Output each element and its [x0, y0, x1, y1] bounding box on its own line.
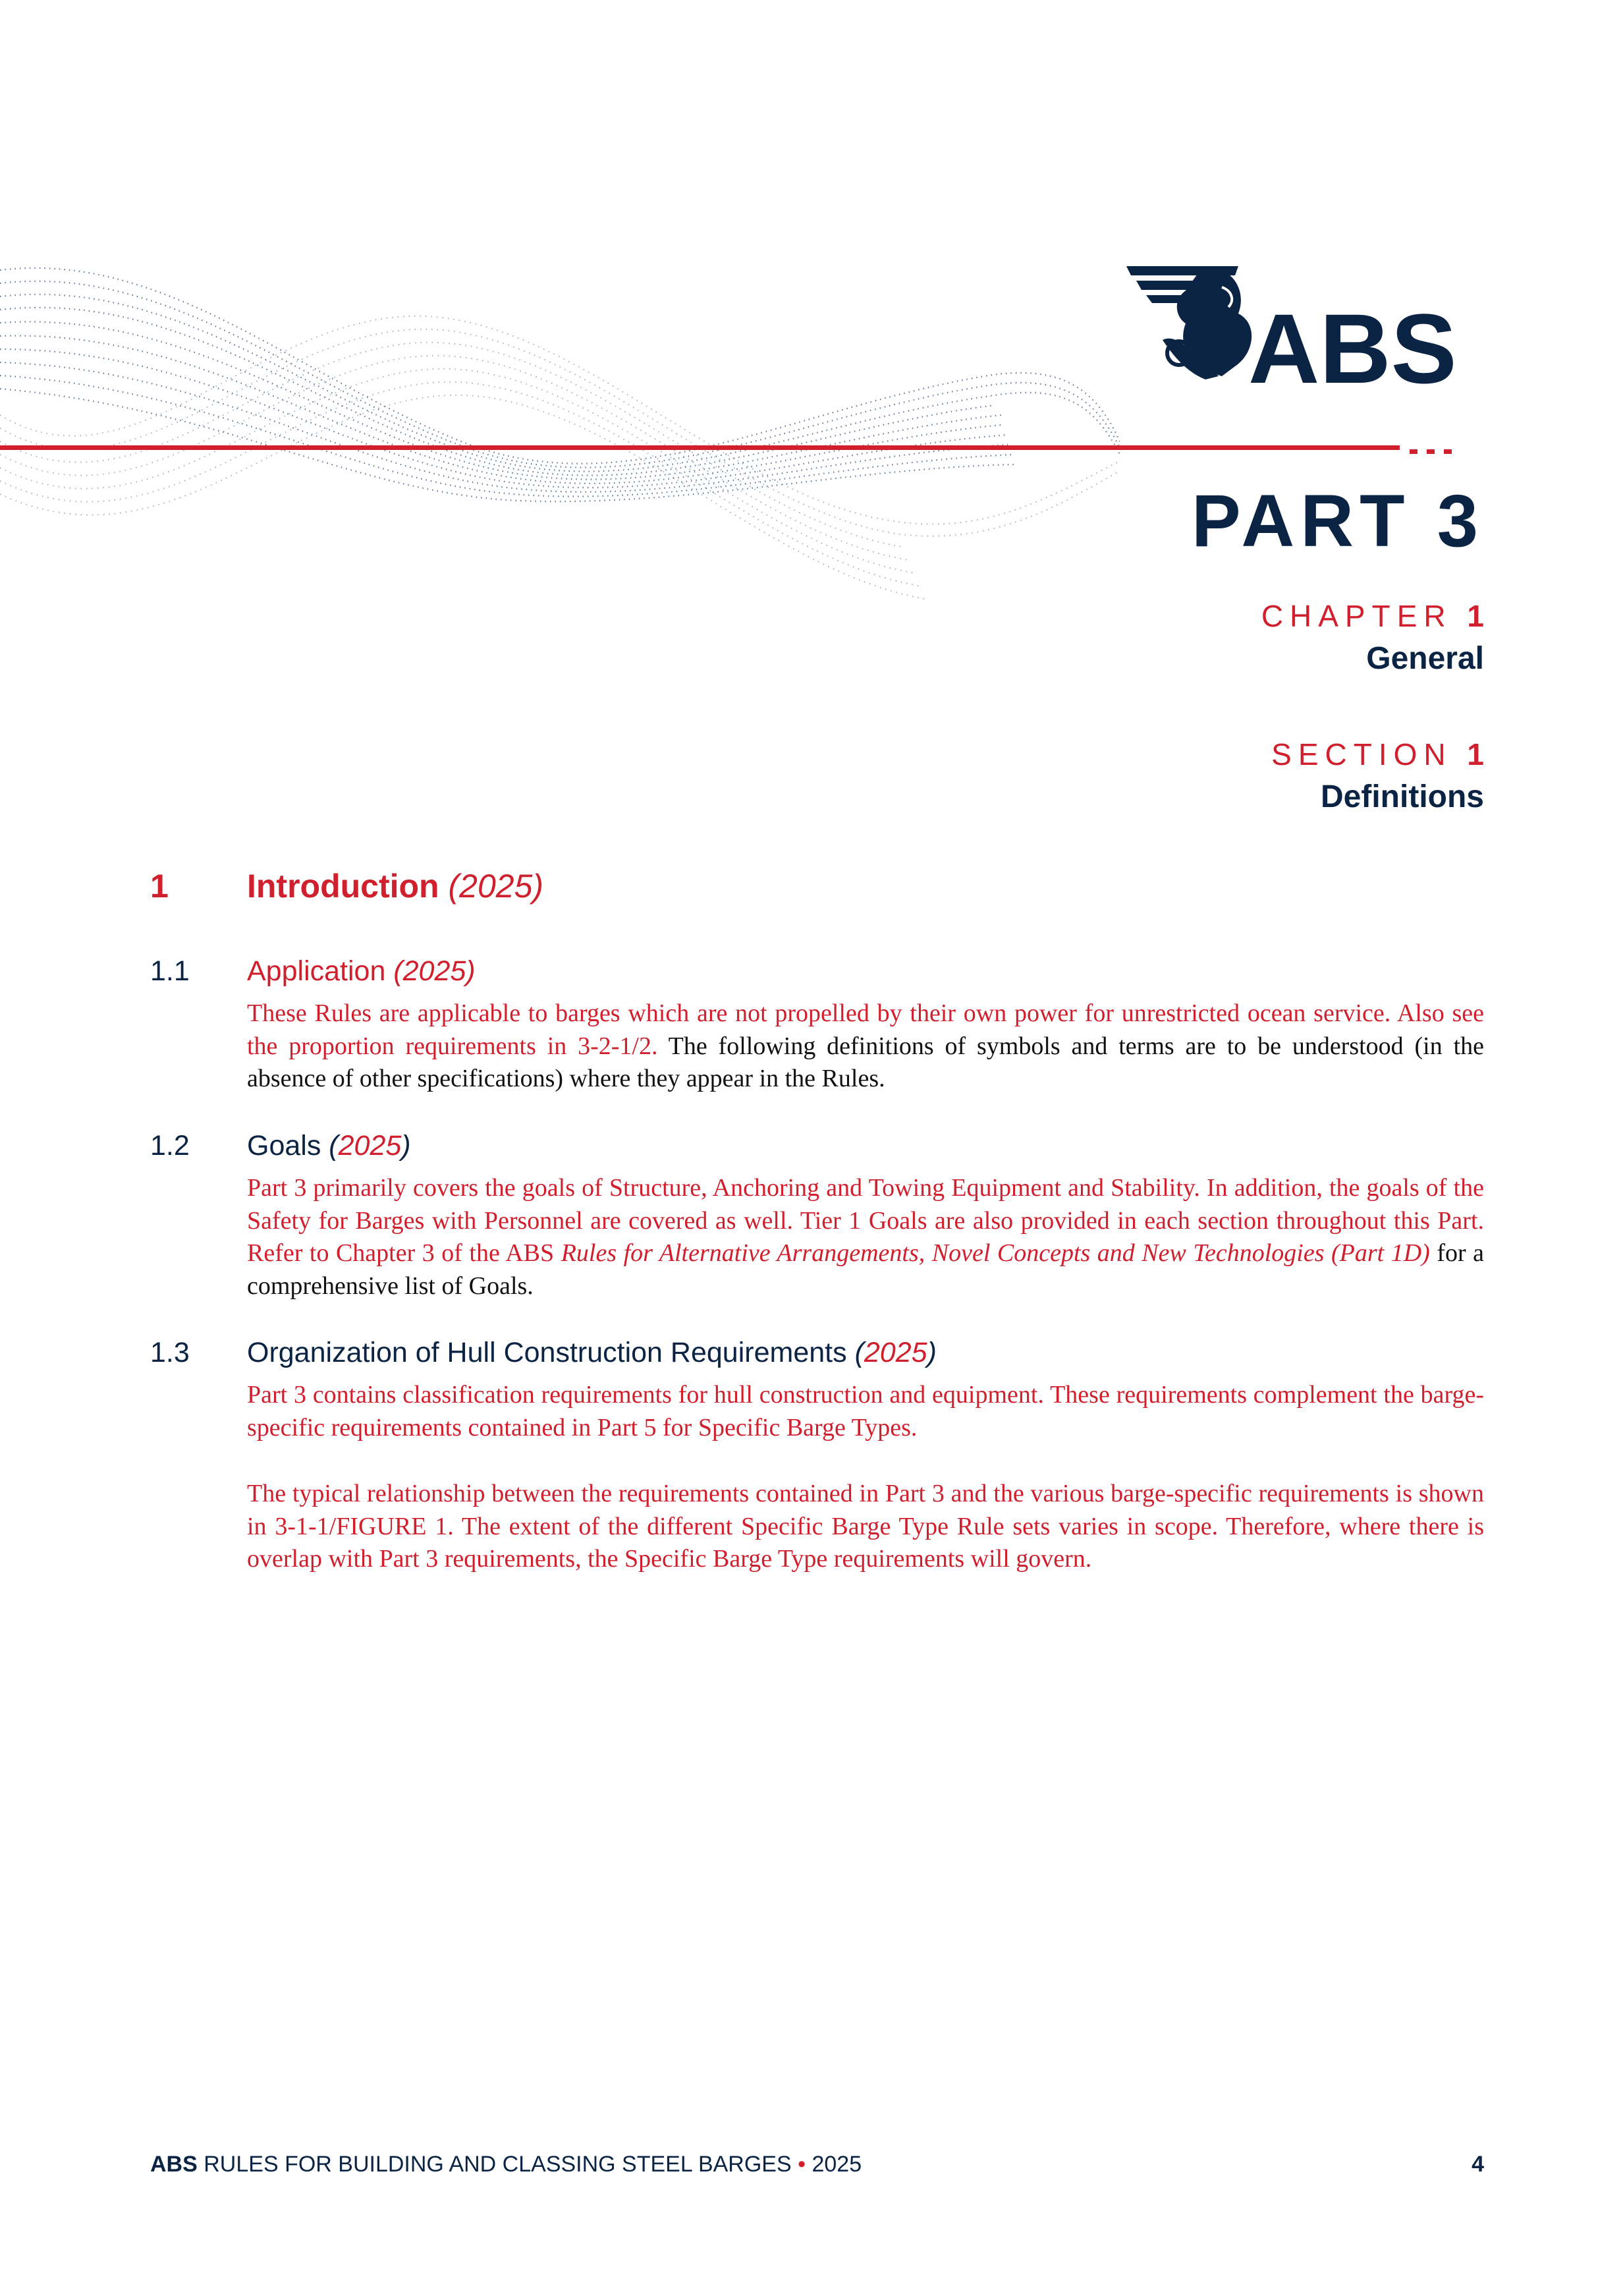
- paragraph-text-red: These Rules are applicable to barges which are not propelled by their own power for unrestricted ocean service. Also see the proportion requirements in 3-2-1/2.: [247, 999, 1484, 1060]
- heading-title: Organization of Hull Construction Requirements: [247, 1337, 847, 1368]
- chapter-label-text: CHAPTER: [1261, 599, 1452, 633]
- heading-number: 1: [150, 868, 169, 905]
- heading-number: 1.3: [150, 1337, 190, 1368]
- section-number: 1: [1467, 737, 1484, 771]
- heading-year-close: ): [927, 1337, 937, 1368]
- eagle-emblem-icon: [1123, 261, 1472, 393]
- footer-separator: •: [798, 2152, 806, 2177]
- heading-year: (2025): [393, 955, 476, 987]
- heading-text: [247, 957, 476, 986]
- footer-brand: ABS: [150, 2152, 198, 2177]
- chapter-label: [1261, 601, 1484, 631]
- section-title: Definitions: [1321, 779, 1484, 814]
- chapter-title: General: [1366, 641, 1484, 676]
- page-number: 4: [1472, 2152, 1484, 2177]
- paragraph-application: [247, 997, 1484, 1096]
- heading-year-close: ): [401, 1130, 411, 1162]
- heading-year: 2025: [338, 1130, 402, 1162]
- heading-title: Introduction: [247, 868, 439, 905]
- abs-logo: [1123, 261, 1472, 393]
- page-footer: [150, 2153, 1484, 2175]
- heading-number: 1.1: [150, 955, 190, 987]
- section-label-text: SECTION: [1271, 737, 1452, 771]
- heading-text: [247, 870, 543, 903]
- part-title: PART 3: [1192, 480, 1484, 562]
- header-rule: [0, 445, 1400, 450]
- heading-year-open: (: [854, 1337, 864, 1368]
- heading-year-open: (: [329, 1130, 339, 1162]
- heading-title: Application: [247, 955, 386, 987]
- paragraph-organization-2: The typical relationship between the requirements contained in Part 3 and the various barge-specific requirements is shown in 3-1-1/FIGURE 1. The extent of the different Specific Barge Type Rule sets varies in scope. Therefore, where there is overlap with Part 3 requirements, the Specific Barge Type requirements will govern.: [247, 1480, 1484, 1573]
- header-rule-dots: [1410, 445, 1475, 450]
- paragraph-text-black: The following definitions of symbols and terms are to be understood (in the absence of other specifications) where they appear in the Rules.: [247, 1032, 1484, 1092]
- heading-text: [247, 1339, 937, 1367]
- decorative-wave-pattern: [0, 244, 1120, 613]
- paragraph-text-black: for a comprehensive list of Goals.: [247, 1239, 1485, 1300]
- footer-year: 2025: [812, 2152, 862, 2177]
- paragraph-text: Part 3 primarily covers the goals of Structure, Anchoring and Towing Equipment and Stability. In addition, the goals of the Safety for Barges with Personnel are covered as well. Tier 1 Goals are also provided in each section throughout this Part. Refer to Chapter 3 of the ABS: [247, 1174, 1484, 1267]
- section-label: [1271, 739, 1484, 770]
- chapter-number: 1: [1467, 599, 1484, 633]
- footer-title: RULES FOR BUILDING AND CLASSING STEEL BARGES: [204, 2152, 792, 2177]
- paragraph-organization-1: Part 3 contains classification requirements for hull construction and equipment. These requirements complement the barge-specific requirements contained in Part 5 for Specific Barge Types.: [247, 1381, 1484, 1442]
- paragraph-goals: [247, 1172, 1484, 1302]
- heading-year: (2025): [448, 868, 544, 905]
- heading-title: Goals: [247, 1130, 321, 1162]
- svg-text:ABS: ABS: [1248, 293, 1457, 393]
- heading-text: [247, 1132, 411, 1160]
- heading-year: 2025: [864, 1337, 927, 1368]
- heading-number: 1.2: [150, 1130, 190, 1162]
- paragraph-reference: Rules for Alternative Arrangements, Novel Concepts and New Technologies (Part 1D): [561, 1239, 1430, 1267]
